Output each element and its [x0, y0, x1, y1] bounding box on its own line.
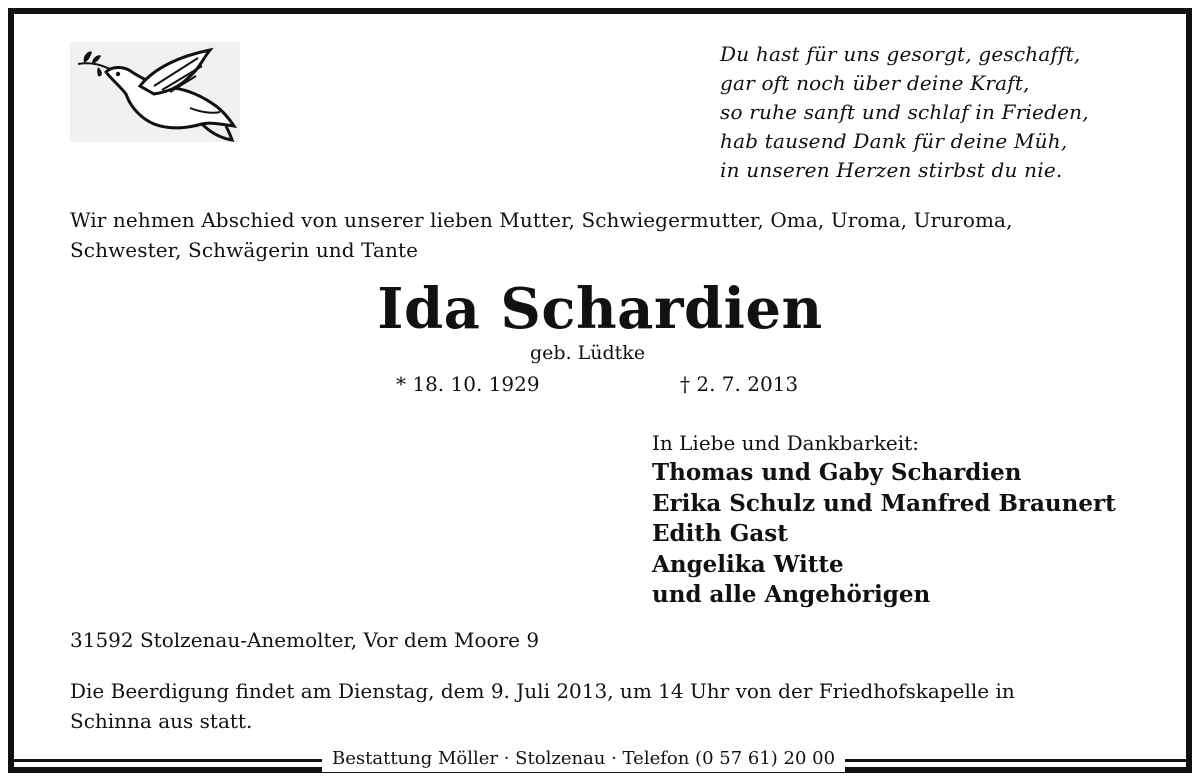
born-name: geb. Lüdtke — [530, 342, 646, 364]
deceased-name: Ida Schardien — [377, 276, 823, 342]
poem-line: in unseren Herzen stirbst du nie. — [720, 158, 1063, 182]
farewell-intro — [70, 205, 1160, 265]
funeral-home-footer: Bestattung Möller · Stolzenau · Telefon (0 57 61) 20 00 — [322, 746, 845, 772]
mourners-block — [652, 428, 1172, 611]
poem-line: gar oft noch über deine Kraft, — [720, 71, 1030, 95]
intro-line: Schwester, Schwägerin und Tante — [70, 238, 419, 262]
poem-line: hab tausend Dank für deine Müh, — [720, 129, 1068, 153]
poem-line: so ruhe sanft und schlaf in Frieden, — [720, 100, 1089, 124]
mourner-name: Angelika Witte — [652, 550, 844, 578]
mourner-name: Thomas und Gaby Schardien — [652, 459, 1022, 486]
address: 31592 Stolzenau-Anemolter, Vor dem Moore 9 — [70, 628, 540, 652]
poem — [720, 40, 1160, 185]
mourner-name: Erika Schulz und Manfred Braunert — [652, 489, 1116, 517]
intro-line: Wir nehmen Abschied von unserer lieben Mutter, Schwiegermutter, Oma, Uroma, Ururoma, — [70, 208, 1013, 232]
mourner-name: und alle Angehörigen — [652, 581, 931, 608]
funeral-line: Schinna aus statt. — [70, 709, 253, 733]
poem-line: Du hast für uns gesorgt, geschafft, — [720, 42, 1081, 66]
funeral-line: Die Beerdigung findet am Dienstag, dem 9. Juli 2013, um 14 Uhr von der Friedhofskapelle in — [70, 679, 1015, 703]
dove-icon — [70, 42, 240, 142]
death-date: † 2. 7. 2013 — [680, 372, 799, 396]
mourners-lead: In Liebe und Dankbarkeit: — [652, 431, 919, 455]
mourner-name: Edith Gast — [652, 520, 788, 547]
birth-date: * 18. 10. 1929 — [396, 372, 540, 396]
funeral-notice — [70, 676, 1160, 736]
